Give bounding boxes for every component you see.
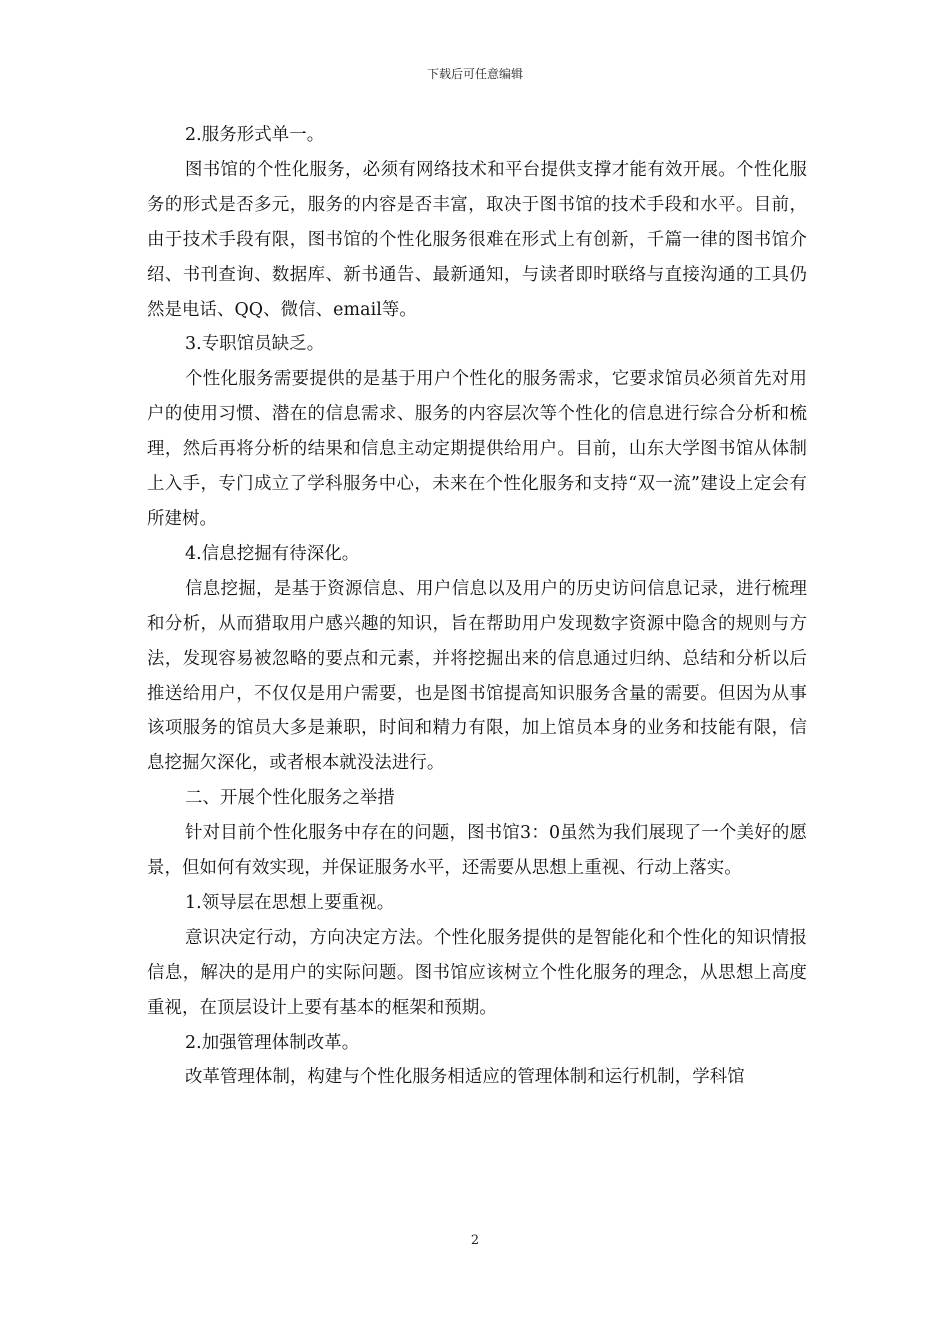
body-paragraph: 针对目前个性化服务中存在的问题，图书馆3：0虽然为我们展现了一个美好的愿景，但如何有效实现，并保证服务水平，还需要从思想上重视、行动上落实。 — [147, 823, 807, 879]
body-paragraph: 图书馆的个性化服务，必须有网络技术和平台提供支撑才能有效开展。个性化服务的形式是否多元，服务的内容是否丰富，取决于图书馆的技术手段和水平。目前，由于技术手段有限，图书馆的个性化服务很难在形式上有创新，千篇一律的图书馆介绍、书刊查询、数据库、新书通告、最新通知，与读者即时联络与直接沟通的工具仍然是电话、QQ、微信、email等。 — [147, 159, 807, 320]
section-heading: 1.领导层在思想上要重视。 — [185, 892, 395, 913]
section-heading: 4.信息挖掘有待深化。 — [185, 543, 360, 564]
page-header: 下载后可任意编辑 — [426, 67, 523, 81]
section-heading: 2.服务形式单一。 — [185, 125, 325, 145]
document-body — [147, 118, 807, 1095]
body-paragraph: 信息挖掘，是基于资源信息、用户信息以及用户的历史访问信息记录，进行梳理和分析，从而猎取用户感兴趣的知识，旨在帮助用户发现数字资源中隐含的规则与方法，发现容易被忽略的要点和元素，并将挖掘出来的信息通过归纳、总结和分析以后推送给用户，不仅仅是用户需要，也是图书馆提高知识服务含量的需要。但因为从事该项服务的馆员大多是兼职，时间和精力有限，加上馆员本身的业务和技能有限，信息挖掘欠深化，或者根本就没法进行。 — [147, 578, 807, 774]
body-paragraph: 改革管理体制，构建与个性化服务相适应的管理体制和运行机制，学科馆 — [185, 1067, 745, 1088]
section-heading: 2.加强管理体制改革。 — [185, 1032, 360, 1053]
chapter-heading: 二、开展个性化服务之举措 — [185, 788, 395, 809]
section-heading: 3.专职馆员缺乏。 — [185, 334, 325, 355]
page-number: 2 — [470, 1233, 480, 1248]
body-paragraph: 个性化服务需要提供的是基于用户个性化的服务需求，它要求馆员必须首先对用户的使用习惯、潜在的信息需求、服务的内容层次等个性化的信息进行综合分析和梳理，然后再将分析的结果和信息主动定期提供给用户。目前，山东大学图书馆从体制上入手，专门成立了学科服务中心，未来在个性化服务和支持“双一流”建设上定会有所建树。 — [147, 369, 807, 529]
body-paragraph: 意识决定行动，方向决定方法。个性化服务提供的是智能化和个性化的知识情报信息，解决的是用户的实际问题。图书馆应该树立个性化服务的理念，从思想上高度重视，在顶层设计上要有基本的框架和预期。 — [147, 927, 807, 1018]
